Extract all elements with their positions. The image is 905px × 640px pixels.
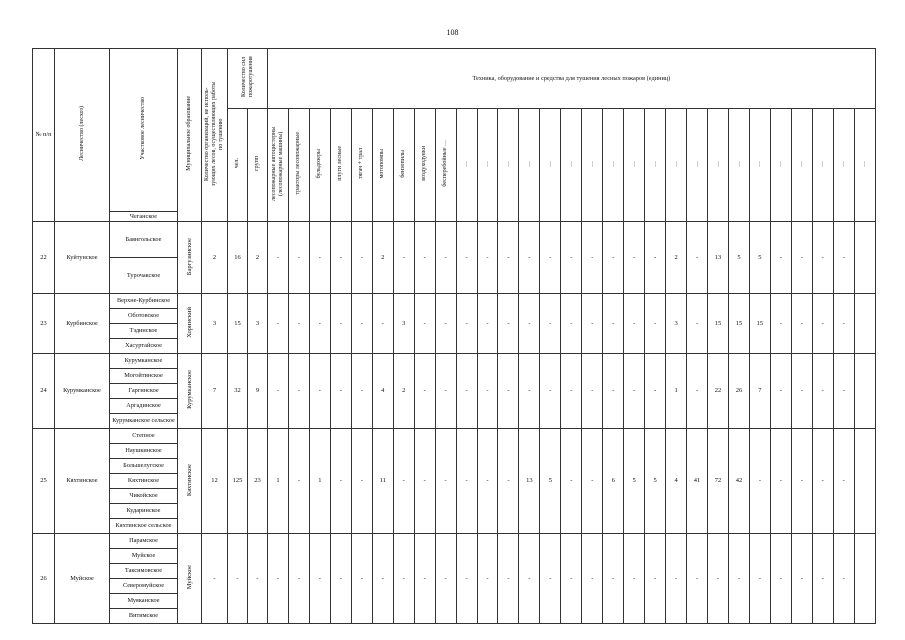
header-equipment-label: лесопожарные автоцистерны (лесопожарные машины): [271, 126, 284, 201]
header-row-1: [33, 49, 876, 109]
row-equipment-value: 13: [519, 429, 540, 534]
row-equipment-value: -: [477, 294, 498, 354]
row-municipality-cell: [178, 294, 202, 354]
row-equipment-value: -: [645, 534, 666, 624]
header-municipality: Муниципальное образование: [186, 96, 193, 172]
header-equipment-col: [540, 108, 561, 222]
header-equipment-col: [519, 108, 540, 222]
row-people: 16: [228, 222, 248, 294]
row-equipment-value: -: [498, 222, 519, 294]
row-district-forestry: Хасуртайское: [110, 339, 178, 354]
row-municipality-cell: [178, 429, 202, 534]
header-equipment-label: …: [861, 160, 868, 167]
row-equipment-value: -: [477, 222, 498, 294]
row-district-forestry: Тэдинское: [110, 324, 178, 339]
row-equipment-value: 5: [540, 429, 561, 534]
header-equipment-col: [561, 108, 582, 222]
header-equipment-col: [708, 108, 729, 222]
header-equipment-col: [393, 108, 414, 222]
table-row: [33, 222, 876, 258]
row-forestry: Курумканское: [55, 354, 110, 429]
row-equipment-value: -: [582, 429, 603, 534]
row-equipment-value: -: [330, 534, 351, 624]
header-equipment-label: …: [484, 160, 491, 167]
row-equipment-value: -: [645, 294, 666, 354]
row-org-count: 3: [202, 294, 228, 354]
row-equipment-value: 72: [708, 429, 729, 534]
header-equipment-col: [728, 108, 749, 222]
row-equipment-value: -: [351, 429, 372, 534]
header-equipment-label: …: [546, 160, 553, 167]
row-forestry: Муйское: [55, 534, 110, 624]
row-equipment-value: -: [791, 429, 812, 534]
header-org-count: Количество организаций, не использующих лесов, осуществляющих работы по тушению: [204, 81, 224, 186]
row-equipment-value: [854, 354, 875, 429]
header-equipment-col: [477, 108, 498, 222]
header-equipment-col: [854, 108, 875, 222]
row-equipment-value: 6: [603, 429, 624, 534]
row-municipality: Кяхтинское: [185, 463, 193, 496]
row-groups: 9: [248, 354, 268, 429]
row-district-forestry: Могойтинское: [110, 369, 178, 384]
row-num: 26: [33, 534, 55, 624]
row-equipment-value: 1: [666, 354, 687, 429]
row-equipment-value: -: [770, 534, 791, 624]
header-equipment-col: [812, 108, 833, 222]
header-forestry-cell: [55, 49, 110, 222]
header-district-forestry: Участковое лесничество: [140, 97, 147, 161]
header-equipment-col: [351, 108, 372, 222]
row-equipment-value: -: [330, 354, 351, 429]
row-equipment-value: 4: [372, 354, 393, 429]
row-district-forestry: Степное: [110, 429, 178, 444]
row-forestry: Курбинское: [55, 294, 110, 354]
row-equipment-value: -: [519, 222, 540, 294]
header-equipment-label: …: [693, 160, 700, 167]
row-equipment-value: 26: [728, 354, 749, 429]
row-equipment-value: -: [268, 294, 289, 354]
row-people: 15: [228, 294, 248, 354]
row-equipment-value: -: [456, 354, 477, 429]
row-district-forestry: Курумканское сельское: [110, 414, 178, 429]
row-equipment-value: -: [288, 294, 309, 354]
header-equipment-label: плуги лесные: [337, 146, 344, 181]
row-equipment-value: -: [812, 222, 833, 294]
row-org-count: -: [202, 534, 228, 624]
row-equipment-value: -: [309, 354, 330, 429]
row-equipment-value: 42: [728, 429, 749, 534]
row-equipment-value: -: [435, 222, 456, 294]
page-number: 108: [446, 28, 459, 37]
row-equipment-value: 1: [268, 429, 289, 534]
row-district-forestry: Оботовское: [110, 309, 178, 324]
row-equipment-value: -: [833, 534, 854, 624]
row-equipment-value: -: [372, 534, 393, 624]
row-equipment-value: -: [687, 354, 708, 429]
row-municipality-cell: [178, 222, 202, 294]
row-equipment-value: -: [288, 429, 309, 534]
row-groups: -: [248, 534, 268, 624]
row-equipment-value: -: [330, 222, 351, 294]
row-equipment-value: -: [561, 294, 582, 354]
row-equipment-value: -: [477, 534, 498, 624]
table-row: [33, 354, 876, 369]
table-row: [33, 429, 876, 444]
row-equipment-value: -: [791, 222, 812, 294]
row-equipment-value: -: [770, 222, 791, 294]
row-equipment-value: -: [519, 294, 540, 354]
row-district-forestry: Аргадинское: [110, 399, 178, 414]
header-equipment-col: [456, 108, 477, 222]
row-forestry: Куйтунское: [55, 222, 110, 294]
header-equipment-col: [414, 108, 435, 222]
row-municipality-cell: [178, 534, 202, 624]
row-equipment-value: -: [812, 294, 833, 354]
row-equipment-value: -: [561, 534, 582, 624]
row-district-forestry: Курумканское: [110, 354, 178, 369]
header-equipment-col: [833, 108, 854, 222]
row-org-count: 7: [202, 354, 228, 429]
row-district-forestry: Муйское: [110, 549, 178, 564]
row-equipment-value: 7: [749, 354, 770, 429]
header-equipment-group: Техника, оборудование и средства для тушения лесных пожаров (единиц): [268, 49, 876, 109]
row-equipment-value: -: [791, 534, 812, 624]
forest-fire-resources-table: [32, 48, 876, 624]
row-equipment-value: 4: [666, 429, 687, 534]
header-municipality-cell: [178, 49, 202, 222]
row-equipment-value: 41: [687, 429, 708, 534]
row-equipment-value: 1: [309, 429, 330, 534]
row-equipment-value: -: [351, 294, 372, 354]
row-municipality: Баргузинское: [185, 237, 193, 275]
row-people: -: [228, 534, 248, 624]
row-equipment-value: -: [435, 354, 456, 429]
row-equipment-value: -: [582, 354, 603, 429]
row-equipment-value: -: [833, 222, 854, 294]
row-equipment-value: -: [309, 294, 330, 354]
row-equipment-value: -: [708, 534, 729, 624]
header-forestry: Лесничество (лесхоз): [78, 106, 85, 162]
row-equipment-value: -: [414, 429, 435, 534]
row-forestry: Кяхтинское: [55, 429, 110, 534]
header-equipment-label: мотопомпы: [379, 148, 386, 179]
row-equipment-value: -: [666, 534, 687, 624]
header-equipment-label: …: [567, 160, 574, 167]
row-people: 32: [228, 354, 248, 429]
row-num: 25: [33, 429, 55, 534]
row-equipment-value: -: [812, 354, 833, 429]
row-equipment-value: -: [498, 429, 519, 534]
row-municipality-cell: [178, 354, 202, 429]
row-equipment-value: -: [561, 222, 582, 294]
row-num: 23: [33, 294, 55, 354]
row-equipment-value: -: [288, 534, 309, 624]
header-equipment-label: тракторы лесопожарные: [295, 132, 302, 195]
header-forces-group: Количество сил пожаротушения: [240, 56, 254, 98]
header-equipment-col: [624, 108, 645, 222]
row-equipment-value: 5: [624, 429, 645, 534]
row-equipment-value: -: [728, 534, 749, 624]
row-groups: 2: [248, 222, 268, 294]
header-equipment-label: …: [756, 160, 763, 167]
header-equipment-label: …: [840, 160, 847, 167]
header-forces-people-cell: [228, 108, 248, 222]
row-equipment-value: -: [687, 294, 708, 354]
row-equipment-value: -: [268, 534, 289, 624]
row-equipment-value: 2: [393, 354, 414, 429]
row-equipment-value: [854, 222, 875, 294]
row-equipment-value: -: [309, 222, 330, 294]
header-equipment-col: [372, 108, 393, 222]
row-equipment-value: -: [603, 534, 624, 624]
row-equipment-value: -: [414, 534, 435, 624]
row-equipment-value: -: [561, 354, 582, 429]
header-equipment-label: …: [463, 160, 470, 167]
header-equipment-col: [687, 108, 708, 222]
row-equipment-value: -: [330, 429, 351, 534]
row-equipment-value: -: [477, 429, 498, 534]
row-equipment-value: 3: [393, 294, 414, 354]
header-equipment-label: …: [525, 160, 532, 167]
row-district-forestry: Большелугское: [110, 459, 178, 474]
header-equipment-label: …: [798, 160, 805, 167]
header-equipment-col: [645, 108, 666, 222]
row-district-forestry: Чикойское: [110, 489, 178, 504]
row-equipment-value: -: [498, 294, 519, 354]
row-equipment-value: -: [582, 294, 603, 354]
row-equipment-value: 3: [666, 294, 687, 354]
row-groups: 3: [248, 294, 268, 354]
row-equipment-value: -: [372, 294, 393, 354]
row-equipment-value: -: [414, 222, 435, 294]
header-equipment-label: …: [630, 160, 637, 167]
row-district-forestry: Кяхтинское сельское: [110, 519, 178, 534]
header-equipment-label: бульдозеры: [316, 148, 323, 179]
row-equipment-value: -: [498, 534, 519, 624]
row-district-forestry: Северомуйское: [110, 579, 178, 594]
row-equipment-value: -: [582, 222, 603, 294]
row-district-forestry: Витимское: [110, 609, 178, 624]
header-equipment-col: [435, 108, 456, 222]
header-forces-groups-cell: [248, 108, 268, 222]
row-equipment-value: -: [330, 294, 351, 354]
row-equipment-value: -: [770, 429, 791, 534]
row-equipment-value: -: [791, 354, 812, 429]
row-num: 22: [33, 222, 55, 294]
row-equipment-value: -: [519, 534, 540, 624]
row-equipment-value: -: [833, 354, 854, 429]
row-equipment-value: -: [435, 294, 456, 354]
row-equipment-value: [854, 534, 875, 624]
header-equipment-label: …: [651, 160, 658, 167]
row-municipality: Курумканское: [185, 370, 193, 410]
row-district-forestry: Наушкинское: [110, 444, 178, 459]
header-equipment-label: …: [505, 160, 512, 167]
row-equipment-value: -: [540, 354, 561, 429]
row-equipment-value: -: [582, 534, 603, 624]
row-equipment-value: -: [288, 354, 309, 429]
top-district-forestry: Чеганское: [110, 212, 178, 222]
header-equipment-col: [498, 108, 519, 222]
table-row: [33, 294, 876, 309]
row-equipment-value: -: [351, 534, 372, 624]
row-equipment-value: [854, 294, 875, 354]
row-equipment-value: -: [749, 429, 770, 534]
row-district-forestry: Муяканское: [110, 594, 178, 609]
row-equipment-value: -: [456, 429, 477, 534]
row-equipment-value: 15: [728, 294, 749, 354]
row-equipment-value: -: [687, 222, 708, 294]
row-equipment-value: -: [749, 534, 770, 624]
row-equipment-value: -: [645, 354, 666, 429]
row-district-forestry: Кяхтинское: [110, 474, 178, 489]
row-equipment-value: -: [435, 534, 456, 624]
header-org-count-cell: [202, 49, 228, 222]
row-equipment-value: 15: [749, 294, 770, 354]
row-district-forestry: Кударинское: [110, 504, 178, 519]
row-equipment-value: 5: [645, 429, 666, 534]
row-equipment-value: -: [477, 354, 498, 429]
header-equipment-label: бензопилы: [400, 149, 407, 178]
row-equipment-value: 22: [708, 354, 729, 429]
row-equipment-value: -: [498, 354, 519, 429]
header-num: № п/п: [33, 49, 55, 222]
row-equipment-value: 13: [708, 222, 729, 294]
row-municipality: Муйское: [185, 565, 193, 590]
header-equipment-col: [268, 108, 289, 222]
row-equipment-value: -: [540, 534, 561, 624]
row-equipment-value: -: [414, 354, 435, 429]
row-equipment-value: 5: [749, 222, 770, 294]
row-equipment-value: -: [645, 222, 666, 294]
row-district-forestry: Турочакское: [110, 258, 178, 294]
row-equipment-value: -: [770, 294, 791, 354]
row-equipment-value: -: [791, 294, 812, 354]
table-row: [33, 534, 876, 549]
row-equipment-value: -: [687, 534, 708, 624]
row-equipment-value: -: [393, 222, 414, 294]
row-equipment-value: -: [351, 222, 372, 294]
header-district-forestry-cell: [110, 49, 178, 212]
row-equipment-value: -: [540, 294, 561, 354]
row-district-forestry: Таксимовское: [110, 564, 178, 579]
header-equipment-col: [770, 108, 791, 222]
row-equipment-value: 5: [728, 222, 749, 294]
row-equipment-value: -: [456, 534, 477, 624]
row-equipment-value: -: [624, 222, 645, 294]
row-equipment-value: -: [456, 294, 477, 354]
header-forces-groups: групп: [254, 156, 261, 171]
row-district-forestry: Верхне-Курбинское: [110, 294, 178, 309]
row-equipment-value: -: [624, 534, 645, 624]
row-district-forestry: Баянгольское: [110, 222, 178, 258]
header-equipment-label: …: [819, 160, 826, 167]
row-equipment-value: -: [268, 222, 289, 294]
row-equipment-value: -: [268, 354, 289, 429]
row-equipment-value: 2: [372, 222, 393, 294]
row-district-forestry: Гаргинское: [110, 384, 178, 399]
header-equipment-col: [603, 108, 624, 222]
header-equipment-label: тягач + трал: [358, 148, 365, 180]
row-district-forestry: Парамское: [110, 534, 178, 549]
row-equipment-value: -: [540, 222, 561, 294]
header-equipment-label: бесперебойные …: [442, 140, 449, 187]
row-equipment-value: -: [624, 294, 645, 354]
row-equipment-value: 15: [708, 294, 729, 354]
row-equipment-value: -: [414, 294, 435, 354]
header-equipment-col: [309, 108, 330, 222]
row-equipment-value: -: [351, 354, 372, 429]
header-forces-people: чел.: [234, 158, 241, 169]
row-people: 125: [228, 429, 248, 534]
row-equipment-value: -: [456, 222, 477, 294]
header-equipment-label: …: [672, 160, 679, 167]
header-equipment-col: [791, 108, 812, 222]
row-equipment-value: -: [309, 534, 330, 624]
header-equipment-label: …: [735, 160, 742, 167]
row-equipment-value: -: [393, 429, 414, 534]
row-equipment-value: -: [603, 354, 624, 429]
row-equipment-value: -: [833, 294, 854, 354]
header-equipment-label: …: [609, 160, 616, 167]
row-equipment-value: -: [519, 354, 540, 429]
header-equipment-label: …: [714, 160, 721, 167]
header-equipment-col: [582, 108, 603, 222]
header-equipment-col: [666, 108, 687, 222]
header-equipment-label: …: [588, 160, 595, 167]
header-equipment-label: …: [777, 160, 784, 167]
row-equipment-value: -: [561, 429, 582, 534]
row-equipment-value: -: [812, 429, 833, 534]
row-org-count: 2: [202, 222, 228, 294]
row-equipment-value: -: [603, 294, 624, 354]
row-equipment-value: -: [393, 534, 414, 624]
row-equipment-value: -: [624, 354, 645, 429]
row-equipment-value: -: [603, 222, 624, 294]
row-equipment-value: -: [435, 429, 456, 534]
row-equipment-value: [854, 429, 875, 534]
row-equipment-value: -: [770, 354, 791, 429]
row-org-count: 12: [202, 429, 228, 534]
row-equipment-value: 11: [372, 429, 393, 534]
row-equipment-value: -: [833, 429, 854, 534]
header-forces-group-cell: [228, 49, 268, 109]
header-equipment-col: [330, 108, 351, 222]
row-municipality: Хоринский: [185, 306, 193, 338]
header-equipment-col: [749, 108, 770, 222]
header-equipment-col: [288, 108, 309, 222]
header-equipment-label: воздуходувки: [421, 146, 428, 181]
row-equipment-value: -: [812, 534, 833, 624]
row-equipment-value: -: [288, 222, 309, 294]
row-num: 24: [33, 354, 55, 429]
row-equipment-value: 2: [666, 222, 687, 294]
row-groups: 23: [248, 429, 268, 534]
